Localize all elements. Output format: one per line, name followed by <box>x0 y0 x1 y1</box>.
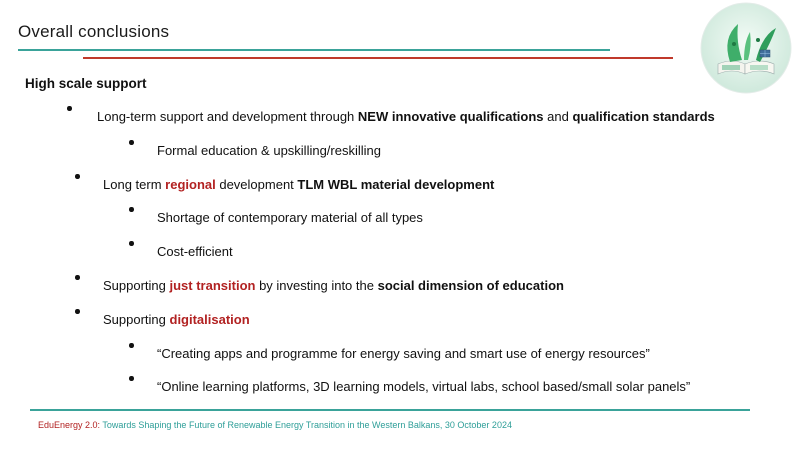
bullet-dot <box>75 309 80 314</box>
text-segment: Long term <box>103 177 166 192</box>
bullet-dot <box>129 343 134 348</box>
bullet-text <box>103 312 250 327</box>
text-segment: Supporting <box>103 312 170 327</box>
sub-bullet-cost-efficient <box>129 244 233 259</box>
text-segment: Supporting <box>103 278 170 293</box>
sub-bullet-apps <box>129 346 650 361</box>
bullet-text: Cost-efficient <box>157 244 233 259</box>
text-segment-highlight: digitalisation <box>169 312 250 327</box>
bullet-text <box>103 278 564 293</box>
bullet-dot <box>67 106 72 111</box>
text-segment-highlight: regional <box>165 177 216 192</box>
text-segment-bold: NEW innovative qualifications <box>357 109 544 124</box>
title-underline-teal <box>18 49 610 51</box>
bullet-dot <box>129 207 134 212</box>
bullet-dot <box>129 140 134 145</box>
bullet-text: Formal education & upskilling/reskilling <box>157 143 381 158</box>
bullet-qualifications <box>67 109 715 124</box>
bullet-dot <box>75 275 80 280</box>
text-segment-bold: qualification standards <box>572 109 715 124</box>
bullet-dot <box>75 174 80 179</box>
title-underline-red <box>83 57 673 59</box>
sub-bullet-online-learning <box>129 379 691 394</box>
text-segment: Long-term support and development through <box>97 109 358 124</box>
bullet-text: “Creating apps and programme for energy saving and smart use of energy resources” <box>157 346 650 361</box>
text-segment-bold: social dimension of education <box>377 278 564 293</box>
bullet-just-transition <box>75 278 564 293</box>
text-segment: development <box>215 177 298 192</box>
section-heading: High scale support <box>25 76 147 91</box>
text-segment: by investing into the <box>255 278 378 293</box>
text-segment: and <box>543 109 573 124</box>
footer-divider <box>30 409 750 411</box>
sub-bullet-shortage <box>129 210 423 225</box>
open-book-with-plants-icon <box>700 2 792 94</box>
bullet-text: “Online learning platforms, 3D learning models, virtual labs, school based/small solar panels” <box>157 379 691 394</box>
footer <box>38 420 512 430</box>
text-segment-bold: TLM WBL material development <box>297 177 495 192</box>
bullet-text: Shortage of contemporary material of all types <box>157 210 423 225</box>
bullet-regional-development <box>75 177 495 192</box>
sub-bullet-formal-education <box>129 143 381 158</box>
text-segment-highlight: just transition <box>169 278 256 293</box>
footer-text: Towards Shaping the Future of Renewable Energy Transition in the Western Balkans, 30 October 2024 <box>100 420 512 430</box>
bullet-text <box>103 177 494 192</box>
footer-brand: EduEnergy 2.0: <box>38 420 101 430</box>
bullet-text <box>97 109 715 124</box>
bullet-digitalisation <box>75 312 250 327</box>
slide-title: Overall conclusions <box>18 22 170 41</box>
bullet-dot <box>129 241 134 246</box>
bullet-dot <box>129 376 134 381</box>
